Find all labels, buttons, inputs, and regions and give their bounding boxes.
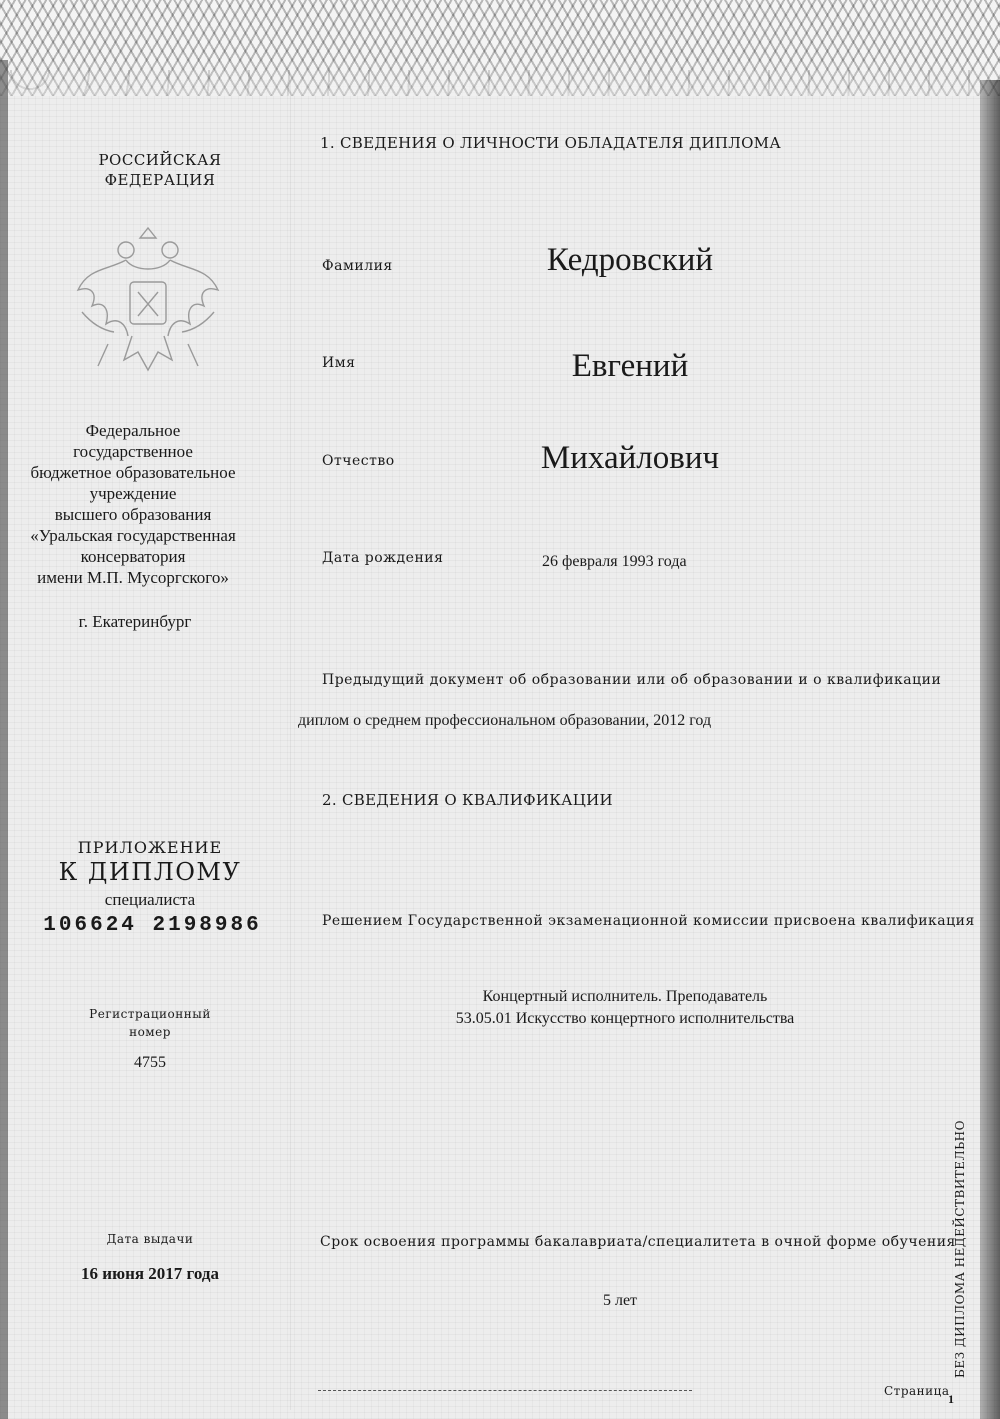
qualification-line: 53.05.01 Искусство концертного исполнительства	[455, 1010, 795, 1027]
org-line: учреждение	[89, 484, 177, 503]
coat-of-arms-icon	[68, 220, 228, 380]
section2-title: 2. СВЕДЕНИЯ О КВАЛИФИКАЦИИ	[322, 791, 613, 809]
previous-document-value: диплом о среднем профессиональном образовании, 2012 год	[298, 712, 712, 729]
qualification-decision-label: Решением Государственной экзаменационной комиссии присвоена квалификация	[322, 913, 975, 929]
patronymic-value: Михайлович	[540, 440, 720, 476]
org-line: государственное	[73, 442, 193, 461]
name-label: Имя	[322, 355, 356, 371]
previous-document-label: Предыдущий документ об образовании или об образовании и о квалификации	[322, 672, 942, 688]
surname-label: Фамилия	[322, 258, 393, 274]
birth-date-value: 26 февраля 1993 года	[542, 553, 687, 570]
org-line: Федеральное	[85, 421, 181, 440]
appendix-subtitle: К ДИПЛОМУ	[58, 858, 242, 886]
org-line: «Уральская государственная	[30, 526, 236, 545]
qualification-line: Концертный исполнитель. Преподаватель	[482, 988, 768, 1005]
registration-label-line: Регистрационный	[89, 1007, 211, 1021]
city: г. Екатеринбург	[78, 612, 192, 631]
org-line: бюджетное образовательное	[30, 463, 236, 482]
section1-title: 1. СВЕДЕНИЯ О ЛИЧНОСТИ ОБЛАДАТЕЛЯ ДИПЛОМА	[320, 134, 781, 152]
country-heading	[60, 150, 260, 190]
appendix-type: специалиста	[104, 890, 196, 909]
page-edge-left	[0, 60, 8, 1419]
duration-label: Срок освоения программы бакалавриата/специалитета в очной форме обучения	[320, 1234, 956, 1250]
country-line: РОССИЙСКАЯ	[98, 151, 222, 169]
validity-note: БЕЗ ДИПЛОМА НЕДЕЙСТВИТЕЛЬНО	[953, 1120, 967, 1378]
patronymic-label: Отчество	[322, 453, 395, 469]
signature-line	[318, 1390, 692, 1391]
issue-date-label: Дата выдачи	[106, 1232, 194, 1246]
birth-date-label: Дата рождения	[322, 550, 444, 566]
appendix-title: ПРИЛОЖЕНИЕ	[77, 838, 223, 857]
org-line: консерватория	[80, 547, 186, 566]
country-line: ФЕДЕРАЦИЯ	[104, 171, 216, 189]
registration-number: 4755	[134, 1054, 166, 1071]
organization-name	[8, 420, 258, 588]
panel-divider	[290, 80, 291, 1410]
name-value: Евгений	[571, 348, 689, 384]
page-label: Страница	[884, 1384, 950, 1398]
duration-value: 5 лет	[602, 1292, 638, 1309]
registration-label	[80, 1005, 220, 1041]
org-line: высшего образования	[54, 505, 212, 524]
ornamental-border	[0, 0, 1000, 96]
surname-value: Кедровский	[546, 242, 714, 278]
page-number: 1	[948, 1392, 954, 1406]
appendix-serial-number: 106624 2198986	[43, 914, 262, 937]
page-edge-right	[980, 80, 1000, 1419]
issue-date: 16 июня 2017 года	[81, 1264, 219, 1283]
registration-label-line: номер	[129, 1025, 171, 1039]
org-line: имени М.П. Мусоргского»	[37, 568, 229, 587]
